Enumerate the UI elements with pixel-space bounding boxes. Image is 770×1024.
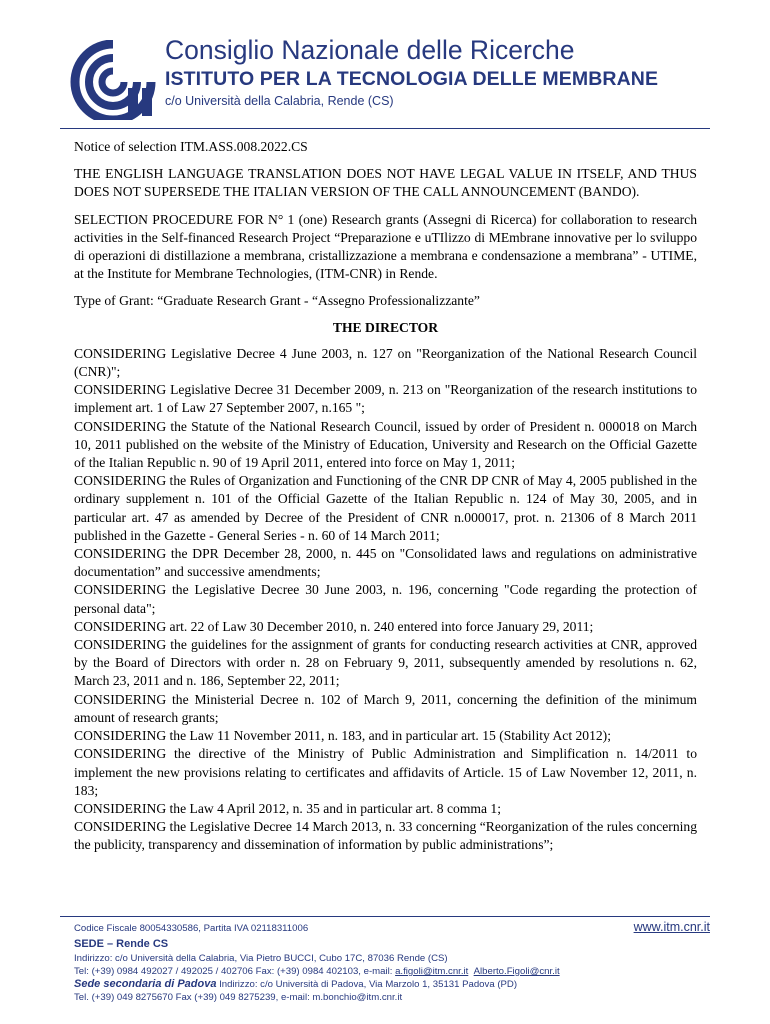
considering-item: CONSIDERING Legislative Decree 31 December 2009, n. 213 on "Reorganization of the research institutions to implement art. 1 of Law 27 September 2007, n.165 "; [74, 382, 697, 416]
considering-item: CONSIDERING the Rules of Organization and Functioning of the CNR DP CNR of May 4, 2005 published in the ordinary supplement n. 101 of the Official Gazette of the Italian Republic n. 124 of May 30, 2005, and in particular art. 47 as amended by Decree of the President of CNR n.000017, prot. n. 21306 of 8 March 2011 published in the Gazette - General Series - n. 60 of 14 March 2011; [74, 473, 697, 543]
email-link-alberto[interactable]: Alberto.Figoli@cnr.it [473, 966, 560, 977]
considering-item: CONSIDERING art. 22 of Law 30 December 2010, n. 240 entered into force January 29, 2011; [74, 618, 594, 634]
padova-line [74, 978, 714, 991]
considering-item: CONSIDERING the Legislative Decree 14 March 2013, n. 33 concerning “Reorganization of the rules concerning the publicity, transparency and dissemination of information by public administrations”; [74, 819, 697, 853]
considering-item: CONSIDERING the Legislative Decree 30 June 2003, n. 196, concerning "Code regarding the protection of personal data"; [74, 582, 697, 616]
padova-contacts: Tel. (+39) 049 8275670 Fax (+39) 049 8275239, e-mail: m.bonchio@itm.cnr.it [74, 992, 403, 1003]
grant-type: Type of Grant: “Graduate Research Grant - “Assegno Professionalizzante” [74, 293, 480, 309]
considering-item: CONSIDERING the guidelines for the assignment of grants for conducting research activities at CNR, approved by the Board of Directors with order n. 28 on February 9, 2011, subsequently amended by resolutions n. 62, March 23, 2011 and n. 186, September 22, 2011; [74, 637, 697, 689]
sede-contacts [74, 965, 714, 978]
sede-title: SEDE – Rende CS [74, 938, 169, 950]
sede-tel: Tel: (+39) 0984 492027 / 492025 / 402706 Fax: (+39) 0984 402103, e-mail: [74, 966, 396, 977]
considering-item: CONSIDERING the directive of the Ministry of Public Administration and Simplification n. 14/2011 to implement the new provisions relating to certificates and affidavits of Article. 15 of Law November 12, 2011, n. 183; [74, 746, 697, 798]
institute-name: ISTITUTO PER LA TECNOLOGIA DELLE MEMBRANE [165, 68, 659, 90]
institution-name: Consiglio Nazionale delle Ricerche [165, 35, 575, 65]
cnr-logo-icon [70, 40, 156, 120]
email-link-figoli[interactable]: a.figoli@itm.cnr.it [395, 966, 469, 977]
considerings-list [74, 345, 697, 855]
considering-item: CONSIDERING the Statute of the National Research Council, issued by order of President n. 000018 on March 10, 2011 published on the website of the Ministry of Education, University and Research on the Official Gazette of the Italian Republic n. 90 of 19 April 2011, entered into force on May 1, 2011; [74, 418, 697, 471]
notice-number: Notice of selection ITM.ASS.008.2022.CS [74, 139, 308, 154]
considering-item: CONSIDERING the DPR December 28, 2000, n. 445 on "Consolidated laws and regulations on administrative documentation” and successive amendments; [74, 546, 697, 580]
document-body [74, 138, 697, 855]
letterhead [0, 0, 770, 130]
fiscal-code: Codice Fiscale 80054330586, Partita IVA 02118311006 [74, 923, 309, 934]
header-divider [60, 128, 710, 129]
institute-address: c/o Università della Calabria, Rende (CS) [165, 94, 394, 108]
considering-item: CONSIDERING Legislative Decree 4 June 2003, n. 127 on "Reorganization of the National Research Council (CNR)"; [74, 345, 697, 380]
footer [74, 922, 714, 1004]
padova-title: Sede secondaria di Padova [74, 978, 217, 990]
sede-address: Indirizzo: c/o Università della Calabria, Via Pietro BUCCI, Cubo 17C, 87036 Rende (CS) [74, 953, 448, 964]
padova-address: Indirizzo: c/o Università di Padova, Via Marzolo 1, 35131 Padova (PD) [216, 979, 518, 990]
footer-divider [60, 916, 710, 917]
considering-item: CONSIDERING the Law 11 November 2011, n. 183, and in particular art. 15 (Stability Act 2012); [74, 728, 611, 744]
director-heading: THE DIRECTOR [332, 319, 439, 335]
selection-procedure: SELECTION PROCEDURE FOR N° 1 (one) Research grants (Assegni di Ricerca) for collaboration to research activities in the Self-financed Research Project “Preparazione e uTIlizzo di MEmbrane innovative per lo sviluppo di operazioni di distillazione a membrana, cristallizzazione a membrana e condensazione a membrana” - UTIME, at the Institute for Membrane Technologies, (ITM-CNR) in Rende. [74, 211, 697, 282]
website-link[interactable]: www.itm.cnr.it [633, 920, 710, 934]
considering-item: CONSIDERING the Ministerial Decree n. 102 of March 9, 2011, concerning the definition of the minimum amount of research grants; [74, 691, 697, 725]
considering-item: CONSIDERING the Law 4 April 2012, n. 35 and in particular art. 8 comma 1; [74, 800, 501, 816]
translation-disclaimer: THE ENGLISH LANGUAGE TRANSLATION DOES NOT HAVE LEGAL VALUE IN ITSELF, AND THUS DOES NOT SUPERSEDE THE ITALIAN VERSION OF THE CALL ANNOUNCEMENT (BANDO). [74, 166, 697, 200]
